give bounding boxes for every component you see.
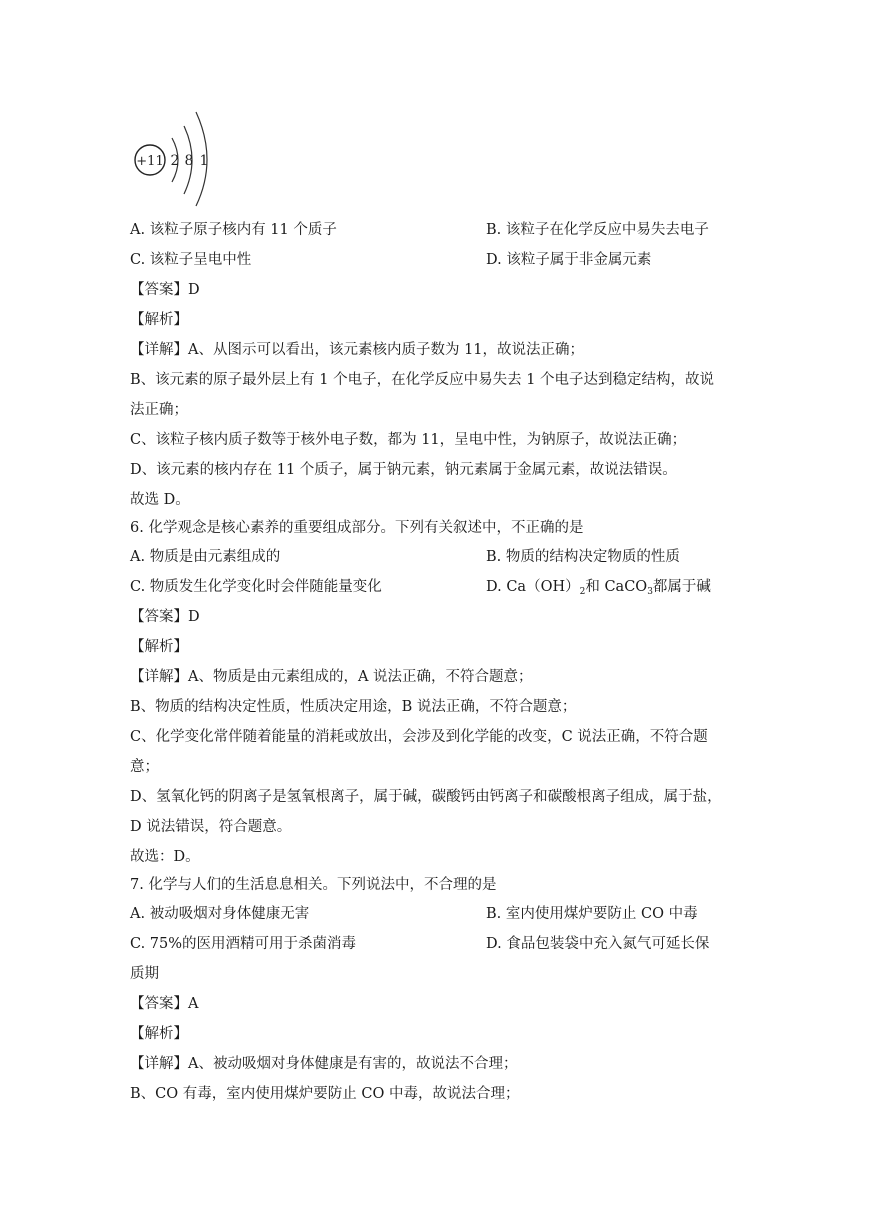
q6-analysis-heading: 【解析】 (130, 639, 188, 655)
q6-option-a: A. 物质是由元素组成的 (130, 549, 281, 565)
q6-option-d-suffix: 都属于碱 (652, 579, 711, 595)
q7-question: 7. 化学与人们的生活息息相关。下列说法中，不合理的是 (130, 877, 497, 893)
q7-option-b: B. 室内使用煤炉要防止 CO 中毒 (486, 906, 698, 922)
q7-detail-line: 【详解】A、被动吸烟对身体健康是有害的，故说法不合理； (130, 1056, 518, 1072)
q5-option-d: D. 该粒子属于非金属元素 (486, 252, 652, 268)
q5-option-c: C. 该粒子呈电中性 (130, 252, 252, 268)
q6-option-b: B. 物质的结构决定物质的性质 (486, 549, 680, 565)
q7-option-d: D. 食品包装袋中充入氮气可延长保 (486, 936, 710, 952)
q7-answer: 【答案】A (130, 996, 199, 1012)
q6-option-d (486, 577, 711, 602)
q5-analysis-heading: 【解析】 (130, 312, 188, 328)
q5-detail-line: C、该粒子核内质子数等于核外电子数，都为 11，呈电中性，为钠原子，故说法正确； (130, 432, 687, 448)
q6-option-d-prefix: D. Ca（OH） (486, 579, 580, 595)
q6-choice: 故选：D。 (130, 849, 200, 865)
q7-option-d-wrap: 质期 (130, 966, 159, 982)
q7-option-a: A. 被动吸烟对身体健康无害 (130, 906, 310, 922)
q5-answer: 【答案】D (130, 282, 200, 298)
atom-structure-diagram (128, 108, 218, 208)
q6-detail-line: D 说法错误，符合题意。 (130, 819, 292, 835)
q6-detail-line: D、氢氧化钙的阴离子是氢氧根离子，属于碱，碳酸钙由钙离子和碳酸根离子组成，属于盐， (130, 789, 722, 805)
q6-option-d-sub1: 2 (579, 587, 586, 597)
q6-question: 6. 化学观念是核心素养的重要组成部分。下列有关叙述中，不正确的是 (130, 520, 584, 536)
q7-option-c: C. 75%的医用酒精可用于杀菌消毒 (130, 936, 357, 952)
shell-electrons-3: 1 (199, 153, 209, 169)
q6-detail-line: C、化学变化常伴随着能量的消耗或放出，会涉及到化学能的改变，C 说法正确，不符合题 (130, 729, 708, 745)
nucleus-charge: +11 (136, 154, 164, 169)
q5-option-a: A. 该粒子原子核内有 11 个质子 (130, 222, 337, 238)
q5-detail-line: 法正确； (130, 402, 188, 418)
q5-detail-line: B、该元素的原子最外层上有 1 个电子，在化学反应中易失去 1 个电子达到稳定结构，故说 (130, 372, 715, 388)
q6-detail-line: 意； (130, 759, 159, 775)
shell-electrons-2: 8 (184, 153, 194, 169)
q6-detail-line: 【详解】A、物质是由元素组成的，A 说法正确，不符合题意； (130, 669, 533, 685)
q7-analysis-heading: 【解析】 (130, 1026, 188, 1042)
q5-detail-line: D、该元素的核内存在 11 个质子，属于钠元素，钠元素属于金属元素，故说法错误。 (130, 462, 677, 478)
q6-answer: 【答案】D (130, 609, 200, 625)
q6-detail-line: B、物质的结构决定性质，性质决定用途，B 说法正确，不符合题意； (130, 699, 577, 715)
q5-choice: 故选 D。 (130, 492, 190, 508)
q6-option-d-sub2: 3 (647, 587, 653, 597)
q5-detail-line: 【详解】A、从图示可以看出，该元素核内质子数为 11，故说法正确； (130, 342, 585, 358)
q5-option-b: B. 该粒子在化学反应中易失去电子 (486, 222, 709, 238)
q6-option-d-mid: 和 CaCO (585, 579, 648, 595)
q6-option-c: C. 物质发生化学变化时会伴随能量变化 (130, 579, 382, 595)
q7-detail-line: B、CO 有毒，室内使用煤炉要防止 CO 中毒，故说法合理； (130, 1086, 520, 1102)
shell-electrons-1: 2 (170, 153, 180, 169)
